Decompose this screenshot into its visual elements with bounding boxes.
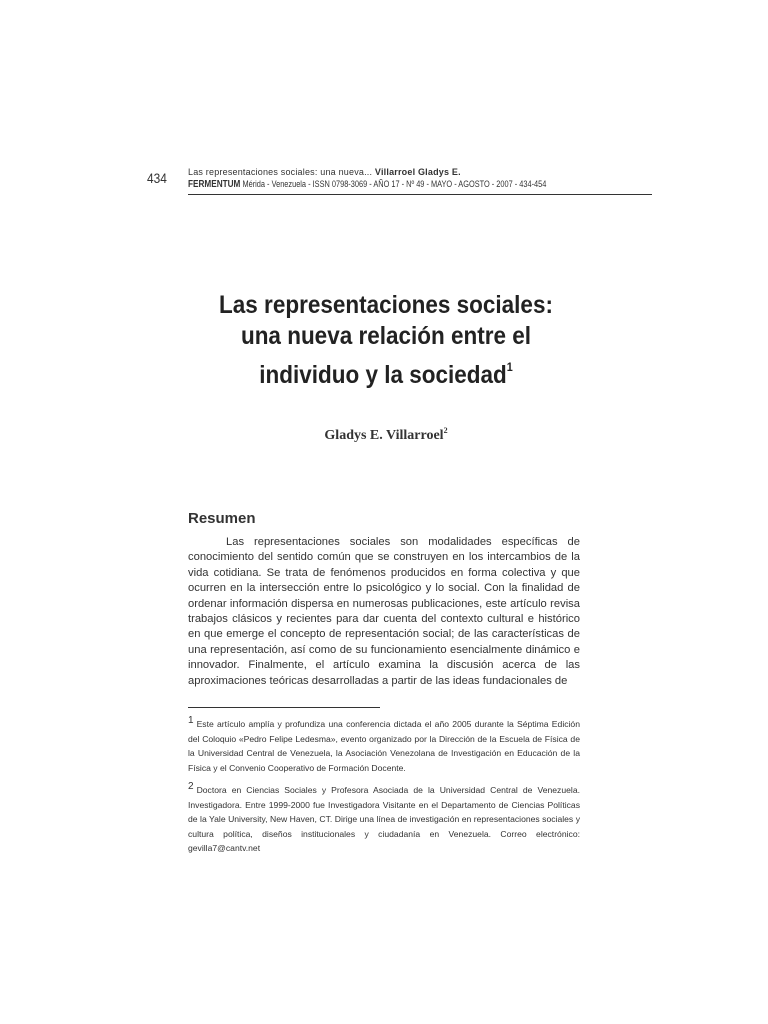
title-line-1: Las representaciones sociales: — [219, 291, 553, 319]
journal-name: FERMENTUM — [188, 179, 241, 190]
title-line-3 — [208, 352, 564, 391]
footnote-2-text: Doctora en Ciencias Sociales y Profesora Asociada de la Universidad Central de Venezuela. Investigadora. Entre 1999-2000 fue Investigadora Visitante en el Departamento de Ciencias Políticas de la Yale University, New Haven, CT. Dirige una línea de investigación en representaciones sociales y cultura política, diseños institucionales y ciudadanía en Venezuela. Correo electrónico: gevilla7@cantv.net — [188, 785, 580, 854]
footnote-2 — [188, 780, 580, 856]
footnote-1-mark: 1 — [188, 715, 194, 726]
page-number: 434 — [147, 170, 167, 186]
author-name: Gladys E. Villarroel — [324, 428, 444, 443]
article-title — [208, 290, 564, 391]
journal-details: Mérida - Venezuela - ISSN 0798-3069 - AÑO 17 - Nº 49 - MAYO - AGOSTO - 2007 - 434-454 — [242, 179, 547, 189]
title-line-3-text: individuo y la sociedad — [259, 361, 507, 389]
header-rule — [188, 194, 652, 195]
running-author: Villarroel Gladys E. — [374, 167, 461, 177]
running-title: Las representaciones sociales: una nueva... — [188, 167, 373, 177]
abstract-body: Las representaciones sociales son modalidades específicas de conocimiento del sentido común que se construyen en los intercambios de la vida cotidiana. Se trata de fenómenos producidos en forma colectiva y que ocurren en la intersección entre lo psicológico y lo social. Con la finalidad de ordenar información dispersa en numerosas publicaciones, este artículo revisa trabajos clásicos y recientes para dar cuenta del contexto cultural e histórico en que emerge el concepto de representación social; de las características de una representación, así como de su funcionamiento esencialmente dinámico e innovador. Finalmente, el artículo examina la discusión acerca de las aproximaciones teóricas desarrolladas a partir de las ideas fundacionales de — [188, 536, 580, 687]
footnote-1-text: Este artículo amplía y profundiza una conferencia dictada el año 2005 durante la Séptima Edición del Coloquio «Pedro Felipe Ledesma», evento organizado por la Dirección de la Escuela de Física de la Universidad Central de Venezuela, la Asociación Venezolana de Investigación en Educación de la Física y el Convenio Cooperativo de Formación Docente. — [188, 719, 580, 773]
running-head-line2 — [188, 178, 568, 191]
article-author — [188, 426, 584, 444]
abstract-heading: Resumen — [188, 510, 256, 527]
footnote-1 — [188, 714, 580, 775]
title-line-2: una nueva relación entre el — [240, 322, 532, 350]
author-footnote-ref[interactable]: 2 — [443, 426, 448, 435]
footnote-2-mark: 2 — [188, 781, 194, 792]
running-head-line1 — [188, 166, 652, 178]
running-head — [188, 166, 652, 191]
title-footnote-ref[interactable]: 1 — [506, 360, 513, 374]
footnote-rule — [188, 707, 380, 708]
